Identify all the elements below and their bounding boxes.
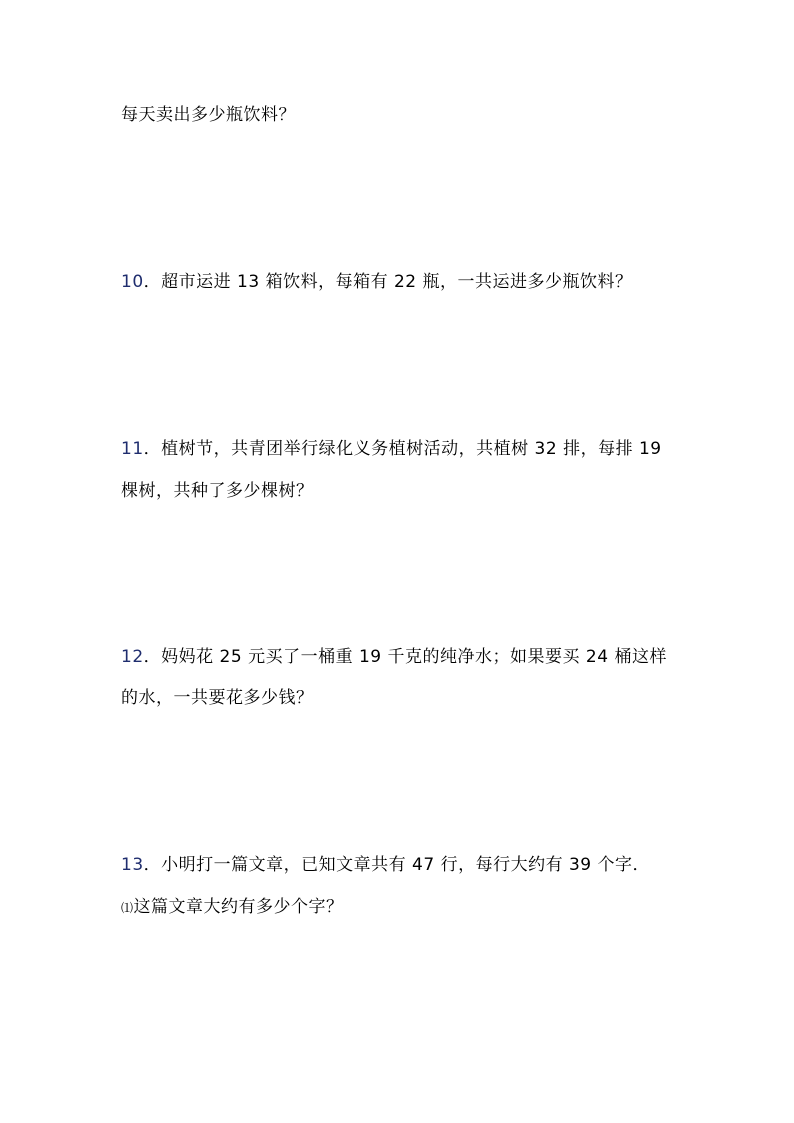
question-number: 12 xyxy=(121,647,144,667)
question-text: 这篇文章大约有多少个字？ xyxy=(133,897,344,917)
question-number: 11 xyxy=(121,439,144,459)
subquestion-marker: ⑴ xyxy=(121,901,134,915)
question-text: ．植树节，共青团举行绿化义务植树活动，共植树 32 排，每排 19 xyxy=(143,439,662,459)
problem-11-line-1 xyxy=(121,437,662,461)
problem-11-line-2 xyxy=(121,479,314,503)
problem-9-continuation xyxy=(121,103,296,127)
question-text: ．超市运进 13 箱饮料，每箱有 22 瓶，一共运进多少瓶饮料？ xyxy=(143,272,633,292)
question-text: ．小明打一篇文章，已知文章共有 47 行，每行大约有 39 个字． xyxy=(143,855,651,875)
problem-13-subquestion-1 xyxy=(121,895,344,920)
question-number: 10 xyxy=(121,272,144,292)
problem-12-line-2 xyxy=(121,686,314,710)
question-text: 棵树，共种了多少棵树？ xyxy=(121,481,314,501)
line-text: 每天卖出多少瓶饮料？ xyxy=(121,105,296,125)
question-text: ．妈妈花 25 元买了一桶重 19 千克的纯净水；如果要买 24 桶这样 xyxy=(143,647,667,667)
question-number: 13 xyxy=(121,855,144,875)
problem-13-line-1 xyxy=(121,853,650,877)
problem-12-line-1 xyxy=(121,645,667,669)
problem-10 xyxy=(121,270,633,294)
question-text: 的水，一共要花多少钱？ xyxy=(121,688,314,708)
